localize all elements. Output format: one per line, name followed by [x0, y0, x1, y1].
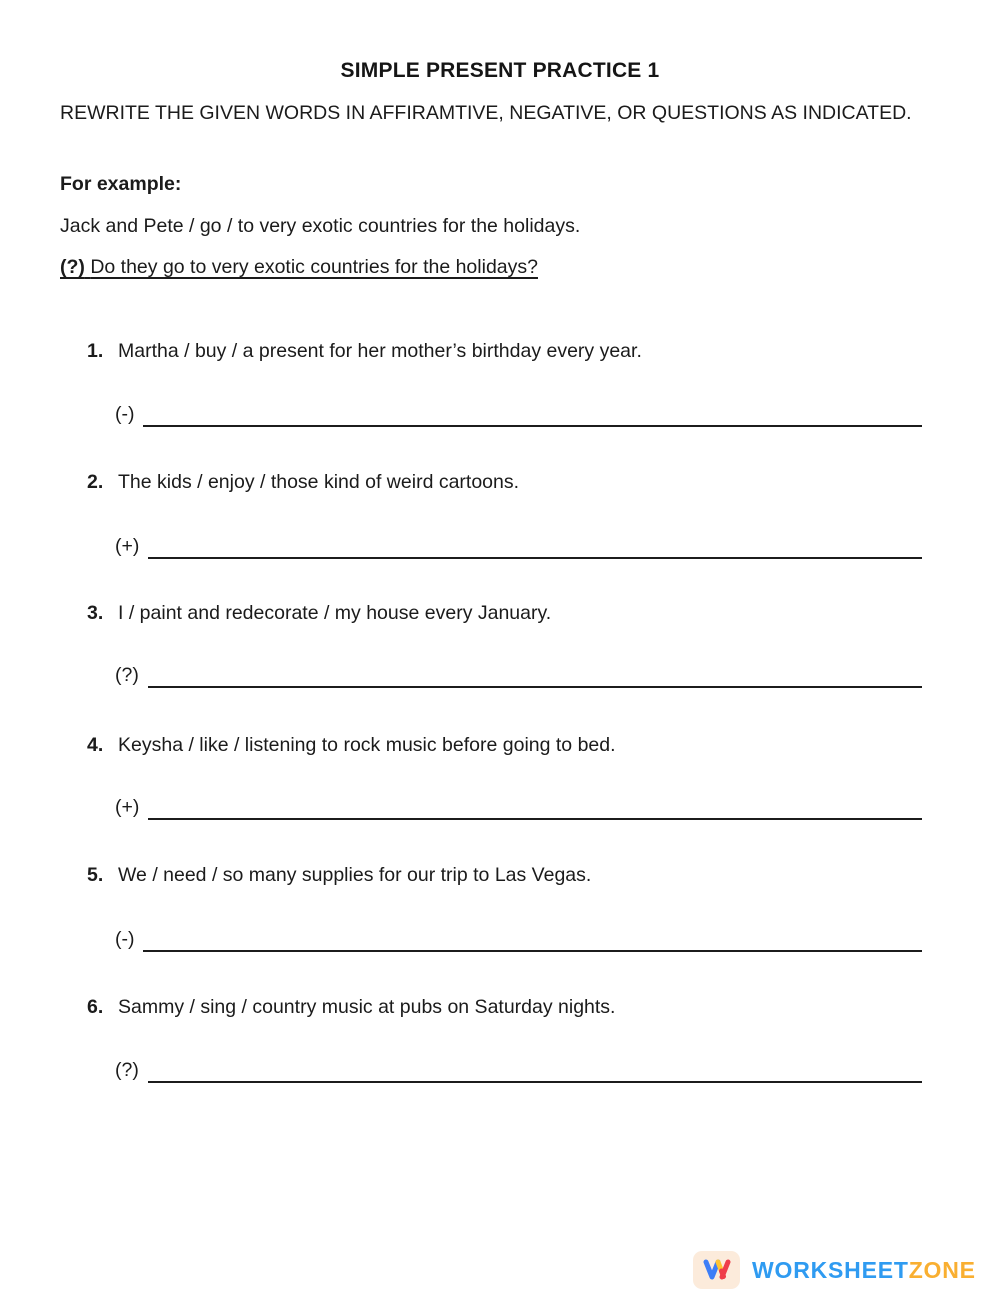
item-number: 6.	[87, 996, 104, 1018]
item-prompt: I / paint and redecorate / my house every January.	[118, 602, 552, 624]
exercise-item-2	[87, 470, 925, 494]
answer-blank-4[interactable]	[148, 794, 922, 820]
answer-type-prefix: (+)	[115, 535, 140, 557]
example-answer-sentence: Do they go to very exotic countries for the holidays?	[90, 256, 538, 278]
answer-type-prefix: (?)	[115, 1059, 139, 1081]
item-prompt: We / need / so many supplies for our trip to Las Vegas.	[118, 864, 592, 886]
item-number: 1.	[87, 340, 104, 362]
worksheet-instructions: REWRITE THE GIVEN WORDS IN AFFIRAMTIVE, NEGATIVE, OR QUESTIONS AS INDICATED.	[60, 102, 912, 124]
example-answer-prefix: (?)	[60, 256, 85, 278]
answer-blank-2[interactable]	[148, 533, 922, 559]
item-prompt: Sammy / sing / country music at pubs on Saturday nights.	[118, 996, 616, 1018]
item-prompt: Keysha / like / listening to rock music before going to bed.	[118, 734, 616, 756]
answer-row-3	[115, 662, 922, 688]
item-prompt: The kids / enjoy / those kind of weird cartoons.	[118, 471, 520, 493]
example-answer	[60, 256, 538, 279]
answer-blank-6[interactable]	[148, 1057, 922, 1083]
worksheetzone-brand-text	[752, 1257, 976, 1284]
worksheetzone-w-icon	[693, 1251, 740, 1289]
exercise-item-6	[87, 995, 925, 1019]
example-prompt: Jack and Pete / go / to very exotic countries for the holidays.	[60, 215, 581, 237]
exercise-item-4	[87, 733, 925, 757]
item-number: 4.	[87, 734, 104, 756]
answer-type-prefix: (+)	[115, 796, 140, 818]
brand-text-worksheet: WORKSHEET	[752, 1256, 909, 1283]
exercise-item-5	[87, 863, 925, 887]
brand-text-zone: ZONE	[908, 1256, 976, 1283]
exercise-item-3	[87, 601, 925, 625]
item-prompt: Martha / buy / a present for her mother’s birthday every year.	[118, 340, 642, 362]
answer-row-5	[115, 926, 922, 952]
worksheet-title: SIMPLE PRESENT PRACTICE 1	[340, 59, 660, 82]
answer-blank-3[interactable]	[148, 662, 922, 688]
answer-blank-1[interactable]	[143, 401, 922, 427]
answer-row-2	[115, 533, 922, 559]
answer-type-prefix: (?)	[115, 664, 139, 686]
answer-type-prefix: (-)	[115, 928, 135, 950]
answer-row-6	[115, 1057, 922, 1083]
item-number: 2.	[87, 471, 104, 493]
exercise-item-1	[87, 339, 925, 363]
answer-row-4	[115, 794, 922, 820]
item-number: 5.	[87, 864, 104, 886]
item-number: 3.	[87, 602, 104, 624]
worksheetzone-logo[interactable]	[693, 1251, 976, 1289]
answer-row-1	[115, 401, 922, 427]
answer-blank-5[interactable]	[143, 926, 922, 952]
example-label: For example:	[60, 173, 182, 195]
answer-type-prefix: (-)	[115, 403, 135, 425]
